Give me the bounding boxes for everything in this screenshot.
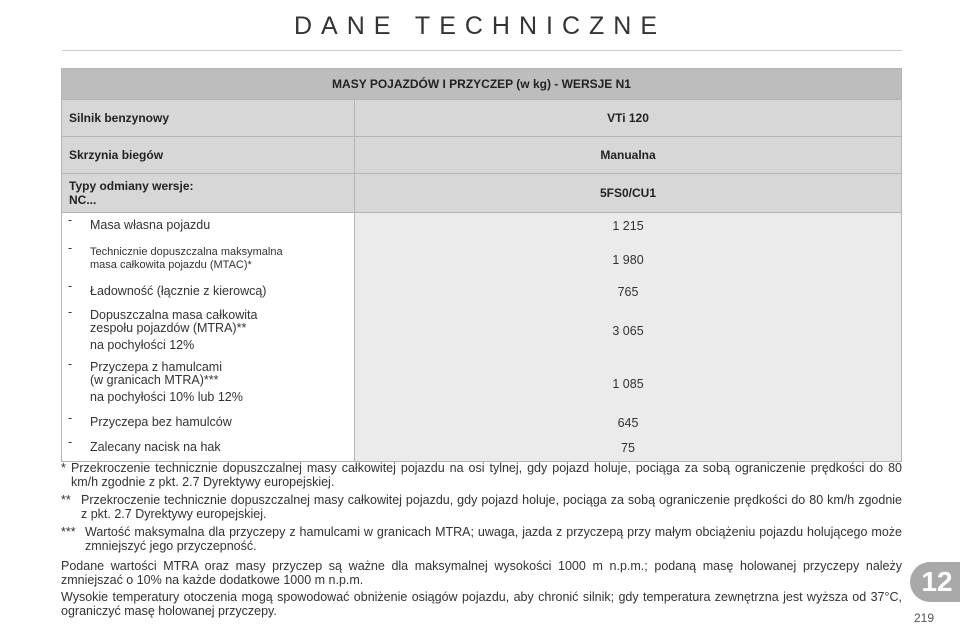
mass-item-label-line-1: Przyczepa bez hamulców	[90, 415, 232, 429]
remark-paragraph: Wysokie temperatury otoczenia mogą spowodować obniżenie osiągów pojazdu, aby chronić silnik; gdy temperatura zewnętrzna jest wyższa od 37°C, ograniczyć masę holowanej przyczepy.	[61, 590, 902, 618]
mass-item-condition: na pochyłości 12%	[90, 338, 195, 352]
types-label-line-2: NC...	[69, 193, 97, 207]
mass-item-label-line-1: Technicznie dopuszczalna maksymalna	[90, 246, 283, 258]
footnote-mark: *	[61, 461, 66, 475]
mass-item-label-line-1: Ładowność (łącznie z kierowcą)	[90, 284, 267, 298]
footnote	[61, 461, 902, 489]
remark-paragraph: Podane wartości MTRA oraz masy przyczep są ważne dla maksymalnej wysokości 1000 m n.p.m.; podaną masę holowanej przyczepy należy zmniejszać o 10% na każde dodatkowe 1000 m n.p.m.	[61, 559, 902, 587]
remarks	[61, 559, 902, 621]
page-title: DANE TECHNICZNE	[293, 12, 667, 40]
mass-item-label-line-2: zespołu pojazdów (MTRA)**	[90, 321, 247, 335]
types-label-line-1: Typy odmiany wersje:	[69, 179, 194, 193]
gearbox-value: Manualna	[355, 137, 902, 174]
mass-values-row	[62, 213, 902, 462]
engine-value: VTi 120	[355, 100, 902, 137]
table-header-row	[62, 69, 902, 100]
mass-item-value: 1 980	[612, 253, 644, 267]
footnote-text: Wartość maksymalna dla przyczepy z hamulcami w granicach MTRA; uwaga, jazda z przyczepą przy małym obciążeniu pojazdu holującego może zmniejszyć jego przyczepność.	[85, 525, 902, 553]
mass-item-value: 3 065	[612, 324, 644, 338]
page-number: 219	[914, 611, 935, 625]
footnote-text: Przekroczenie technicznie dopuszczalnej masy całkowitej pojazdu na osi tylnej, gdy pojazd holuje, pociąga za sobą ograniczenie prędkości do 80 km/h zgodnie z pkt. 2.7 Dyrektywy europejskiej.	[71, 461, 902, 489]
footnotes	[61, 461, 902, 557]
mass-item-condition: na pochyłości 10% lub 12%	[90, 390, 243, 404]
types-value: 5FS0/CU1	[355, 174, 902, 213]
mass-item-label	[62, 213, 354, 241]
table-header: MASY POJAZDÓW I PRZYCZEP (w kg) - WERSJE N1	[62, 69, 902, 100]
footnote	[61, 525, 902, 553]
footnote-text: Przekroczenie technicznie dopuszczalnej masy całkowitej pojazdu, gdy pojazd holuje, pociąga za sobą ograniczenie prędkości do 80 km/h zgodnie z pkt. 2.7 Dyrektywy europejskiej.	[81, 493, 902, 521]
mass-item-label-line-1: Przyczepa z hamulcami	[90, 360, 222, 374]
mass-item-label	[62, 435, 354, 461]
mass-item-label-line-2: masa całkowita pojazdu (MTAC)*	[90, 259, 252, 271]
footnote	[61, 493, 902, 521]
mass-item-label	[62, 411, 354, 435]
types-row	[62, 174, 902, 213]
mass-item-value: 75	[621, 441, 635, 455]
list-dash: -	[68, 357, 73, 371]
gearbox-label: Skrzynia biegów	[62, 137, 355, 174]
mass-item-value: 1 085	[612, 377, 644, 391]
mass-item-value: 645	[617, 416, 639, 430]
types-label	[62, 174, 355, 213]
engine-label: Silnik benzynowy	[62, 100, 355, 137]
gearbox-row	[62, 137, 902, 174]
list-dash: -	[68, 241, 73, 255]
list-dash: -	[68, 435, 73, 449]
footnote-mark: **	[61, 493, 71, 507]
mass-item-value: 1 215	[612, 219, 644, 233]
chapter-tab: 12	[910, 562, 960, 602]
vehicle-mass-table	[61, 68, 902, 462]
list-dash: -	[68, 411, 73, 425]
mass-item-label-line-2: (w granicach MTRA)***	[90, 373, 219, 387]
title-divider	[62, 50, 902, 51]
list-dash: -	[68, 279, 73, 293]
engine-row	[62, 100, 902, 137]
list-dash: -	[68, 305, 73, 319]
mass-item-label	[62, 305, 354, 357]
mass-item-label	[62, 357, 354, 411]
list-dash: -	[68, 213, 73, 227]
mass-item-label-line-1: Masa własna pojazdu	[90, 218, 211, 232]
mass-values-column	[355, 213, 902, 462]
mass-item-label-line-1: Zalecany nacisk na hak	[90, 440, 221, 454]
mass-labels-column	[62, 213, 355, 462]
mass-item-label-line-1: Dopuszczalna masa całkowita	[90, 308, 258, 322]
mass-item-value: 765	[617, 285, 639, 299]
mass-item-label	[62, 279, 354, 305]
mass-item-label	[62, 241, 354, 279]
footnote-mark: ***	[61, 525, 76, 539]
